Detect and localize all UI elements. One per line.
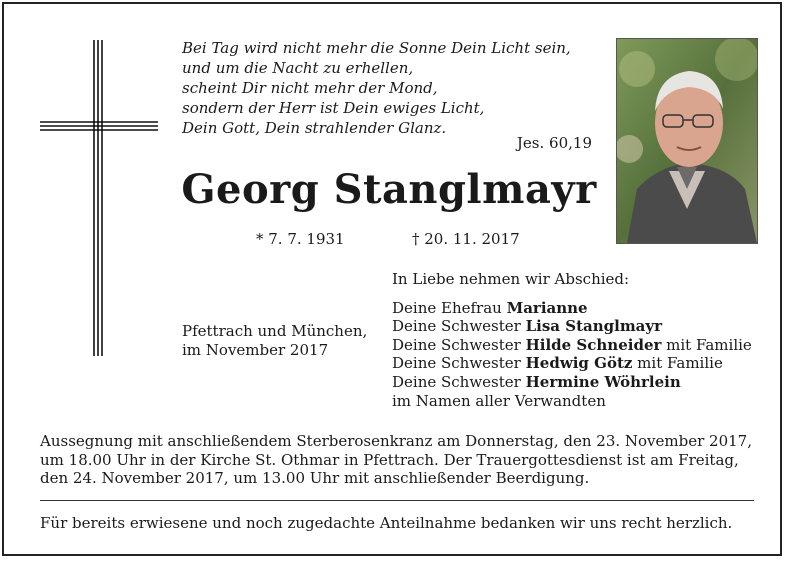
- verse-line: scheint Dir nicht mehr der Mond,: [182, 79, 438, 97]
- cross-icon: [40, 40, 158, 358]
- mourner-relation: Deine Ehefrau: [392, 298, 507, 317]
- verse-line: Dein Gott, Dein strahlender Glanz.: [182, 119, 447, 137]
- mourner-entry: [392, 354, 752, 373]
- place-and-date: [182, 322, 367, 360]
- divider: [40, 500, 754, 501]
- thanks-note: Für bereits erwiesene und noch zugedachte Anteilnahme bedanken wir uns recht herzlich.: [40, 514, 733, 532]
- portrait-photo: [616, 38, 758, 244]
- mourner-name: Hedwig Götz: [525, 354, 633, 373]
- birth-date: * 7. 7. 1931: [256, 230, 345, 248]
- mourner-entry: [392, 373, 752, 392]
- mourner-suffix: mit Familie: [632, 354, 723, 373]
- mourner-relation: Deine Schwester: [392, 372, 526, 391]
- verse-line: sondern der Herr ist Dein ewiges Licht,: [182, 99, 485, 117]
- mourner-entry: [392, 336, 752, 355]
- mourner-suffix: mit Familie: [661, 335, 752, 354]
- death-date: † 20. 11. 2017: [412, 230, 520, 248]
- bible-verse: [182, 38, 602, 138]
- mourner-relation: Deine Schwester: [392, 335, 526, 354]
- mourner-name: Hilde Schneider: [525, 335, 662, 354]
- obituary-notice: [2, 2, 782, 556]
- mourner-relation: Deine Schwester: [392, 354, 526, 373]
- mourner-name: Lisa Stanglmayr: [525, 317, 663, 336]
- date-line: im November 2017: [182, 341, 329, 359]
- mourner-name: Hermine Wöhrlein: [525, 372, 681, 391]
- mourner-name: Marianne: [506, 298, 588, 317]
- place-line: Pfettrach und München,: [182, 322, 368, 340]
- mourner-entry: [392, 299, 752, 318]
- verse-line: und um die Nacht zu erhellen,: [182, 59, 414, 77]
- deceased-name: Georg Stanglmayr: [181, 166, 597, 213]
- mourner-entry: [392, 317, 752, 336]
- funeral-service-info: Aussegnung mit anschließendem Sterberosenkranz am Donnerstag, den 23. November 2017, um 18.00 Uhr in der Kirche St. Othmar in Pfettrach. Der Trauergottesdienst ist am Freitag, den 24. November 2017, um 13.00 Uhr mit anschließender Beerdigung.: [40, 432, 752, 488]
- verse-line: Bei Tag wird nicht mehr die Sonne Dein Licht sein,: [182, 39, 571, 57]
- mourners-list: [392, 270, 752, 410]
- mourners-intro: In Liebe nehmen wir Abschied:: [392, 270, 630, 288]
- verse-source: Jes. 60,19: [516, 134, 592, 152]
- mourners-closing: im Namen aller Verwandten: [392, 391, 606, 410]
- mourner-relation: Deine Schwester: [392, 317, 526, 336]
